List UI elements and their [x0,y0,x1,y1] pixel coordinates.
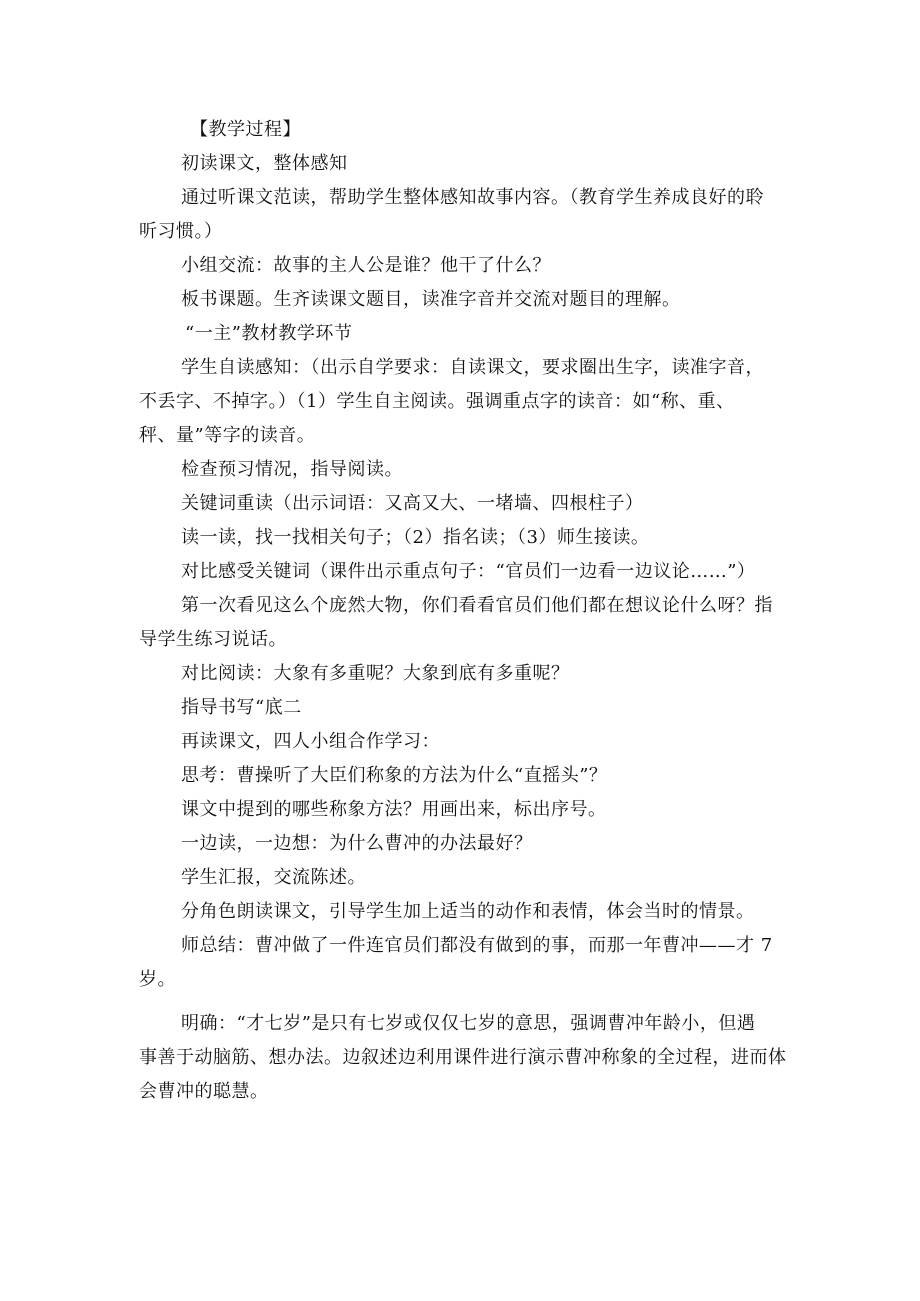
paragraph-line: 秤、量”等字的读音。 [139,425,316,446]
paragraph-line: 指导书写“底二 [181,697,302,718]
paragraph-line: 不丢字、不掉字。）（1）学生自主阅读。强调重点字的读音：如“称、重、 [139,391,735,412]
paragraph-line: 明确：“才七岁”是只有七岁或仅仅七岁的意思，强调曹冲年龄小，但遇 [181,1013,756,1034]
paragraph-line: 对比感受关键词（课件出示重点句子：“官员们一边看一边议论……”） [181,561,756,582]
paragraph-line: 再读课文，四人小组合作学习： [181,731,440,752]
paragraph-line: 事善于动脑筋、想办法。边叙述边利用课件进行演示曹冲称象的全过程，进而体 [139,1047,787,1068]
paragraph-line: 一边读，一边想：为什么曹冲的办法最好？ [181,833,533,854]
paragraph-line: 初读课文，整体感知 [181,153,348,174]
paragraph-line: 第一次看见这么个庞然大物，你们看看官员们他们都在想议论什么呀？指 [181,595,773,616]
paragraph-line: 思考：曹操听了大臣们称象的方法为什么“直摇头”？ [181,765,608,786]
paragraph-line: 对比阅读：大象有多重呢？大象到底有多重呢？ [181,663,570,684]
paragraph-line: 小组交流：故事的主人公是谁？他干了什么？ [181,255,551,276]
paragraph-line: 板书课题。生齐读课文题目，读准字音并交流对题目的理解。 [181,289,681,310]
paragraph-line: 读一读，找一找相关句子；（2）指名读；（3）师生接读。 [181,527,650,548]
paragraph-line: 关键词重读（出示词语：又高又大、一堵墙、四根柱子） [181,493,644,514]
paragraph-line: 通过听课文范读，帮助学生整体感知故事内容。（教育学生养成良好的聆 [181,187,764,208]
paragraph-line: 会曹冲的聪慧。 [139,1081,269,1102]
paragraph-line: “一主”教材教学环节 [185,323,353,344]
paragraph-line: 导学生练习说话。 [139,629,287,650]
section-heading: 【教学过程】 [190,119,301,140]
paragraph-line: 师总结：曹冲做了一件连官员们都没有做到的事，而那一年曹冲——才 7 [181,935,773,956]
paragraph-line: 分角色朗读课文，引导学生加上适当的动作和表情，体会当时的情景。 [181,901,755,922]
paragraph-line: 岁。 [139,969,176,990]
paragraph-line: 课文中提到的哪些称象方法？用画出来，标出序号。 [181,799,607,820]
paragraph-line: 学生汇报，交流陈述。 [181,867,366,888]
paragraph-line: 检查预习情况，指导阅读。 [181,459,403,480]
paragraph-line: 听习惯。） [139,221,223,242]
paragraph-line: 学生自读感知：（出示自学要求：自读课文，要求圈出生字，读准字音， [181,357,764,378]
